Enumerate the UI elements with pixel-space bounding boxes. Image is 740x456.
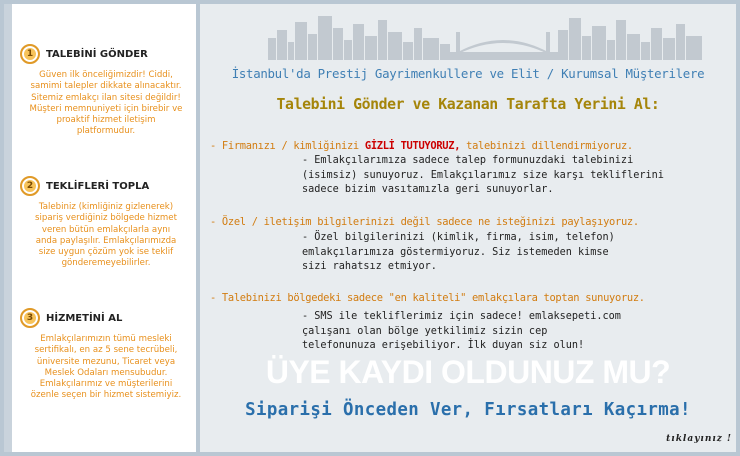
step-2-title: TEKLİFLERİ TOPLA (46, 180, 150, 192)
steps-sidebar (4, 4, 196, 452)
step-1-line: Sitemiz emlakçı ilan sitesi değildir! (31, 92, 181, 103)
desc-line: - Özel bilgilerinizi (kimlik, firma, isim, telefon) (302, 232, 615, 243)
step-2-line: size uygun çözüm yok ise teklif (38, 247, 174, 258)
step-3-line: özenle seçen bir hizmet sistemiyiz. (30, 390, 182, 401)
point-3: - Talebinizi bölgedeki sadece "en kaliteli" emlakçılara toptan sunuyoruz. (210, 292, 645, 304)
step-1-line: proaktif hizmet iletişim (56, 115, 156, 126)
desc-line: telefonunuza erişebiliyor. İlk duyan siz olun! (302, 340, 585, 351)
step-1-header (20, 44, 192, 64)
point-1-pre: - Firmanızı / kimliğinizi (210, 140, 365, 152)
point-2-description (302, 231, 615, 275)
step-3-line: Emlakçılarımızın tümü mesleki (40, 334, 172, 344)
step-1-line: Müşteri memnuniyeti için birebir ve (29, 103, 183, 114)
click-here-link[interactable]: tıklayınız ! (666, 434, 732, 444)
step-1-line: Güven ilk önceliğimizdir! Ciddi, (39, 70, 173, 80)
step-1-line: samimi talepler dikkate alınacaktır. (30, 81, 182, 92)
sidebar-edge (4, 4, 12, 452)
step-2-line: anda paylaşılır. Emlakçılarımızda (35, 235, 177, 246)
step-1-line: platformudur. (76, 126, 136, 137)
step-1-number-icon: 1 (20, 44, 40, 64)
step-2-line: Talebiniz (kimliğiniz gizlenerek) (38, 202, 174, 212)
step-2-line: gönderemeyebilirler. (61, 258, 151, 269)
main-panel (200, 4, 736, 452)
point-1 (210, 140, 633, 152)
desc-line: sizi rahatsız etmiyor. (302, 261, 437, 272)
desc-line: sadece bizim vasıtamızla geri sunuyorlar. (302, 184, 554, 195)
point-1-post: talebinizi dillendirmiyoruz. (460, 140, 633, 152)
step-2 (20, 176, 192, 270)
step-3-header (20, 308, 192, 328)
step-3 (20, 308, 192, 402)
point-1-description (302, 154, 664, 198)
step-2-text (20, 202, 192, 270)
step-1 (20, 44, 192, 138)
step-1-text (20, 70, 192, 138)
point-3-description (302, 310, 621, 354)
desc-line: - SMS ile tekliflerimiz için sadece! emlaksepeti.com (302, 311, 621, 322)
point-1-highlight: GİZLİ TUTUYORUZ, (364, 140, 461, 152)
order-cta-link[interactable]: Siparişi Önceden Ver, Fırsatları Kaçırma! (245, 400, 691, 420)
step-2-line: sipariş verdiğiniz bölgede hizmet (35, 213, 177, 224)
desc-line: - Emlakçılarımıza sadece talep formunuzdaki talebinizi (302, 155, 634, 166)
step-3-title: HİZMETİNİ AL (46, 312, 123, 324)
step-3-number-icon: 3 (20, 308, 40, 328)
step-1-title: TALEBİNİ GÖNDER (46, 48, 148, 60)
istanbul-skyline-icon (268, 8, 702, 60)
step-3-line: sertifikalı, en az 5 sene tecrübeli, (34, 345, 178, 356)
desc-line: (isimsiz) sunuyoruz. Emlakçılarımız size karşı tekliflerini (302, 169, 664, 181)
step-3-line: Meslek Odaları mensubudur. (44, 367, 168, 378)
step-2-line: veren bütün emlakçılarla aynı (41, 224, 171, 235)
desc-line: emlakçılarımıza göstermiyoruz. Siz istemeden kimse (302, 246, 609, 258)
point-2: - Özel / iletişim bilgilerinizi değil sadece ne isteğinizi paylaşıyoruz. (210, 216, 639, 228)
step-2-number-icon: 2 (20, 176, 40, 196)
sub-heading: İstanbul'da Prestij Gayrimenkullere ve Elit / Kurumsal Müşterilere (231, 66, 705, 81)
step-3-line: Emlakçılarımız ve müşterilerini (39, 379, 173, 390)
membership-question: ÜYE KAYDI OLDUNUZ MU? (265, 354, 671, 390)
step-2-header (20, 176, 192, 196)
step-3-text (20, 334, 192, 402)
desc-line: çalışanı olan bölge yetkilimiz sizin cep (302, 325, 548, 337)
step-3-line: üniversite mezunu, Ticaret veya (36, 356, 176, 367)
main-headline: Talebini Gönder ve Kazanan Tarafta Yerini Al: (276, 96, 660, 113)
